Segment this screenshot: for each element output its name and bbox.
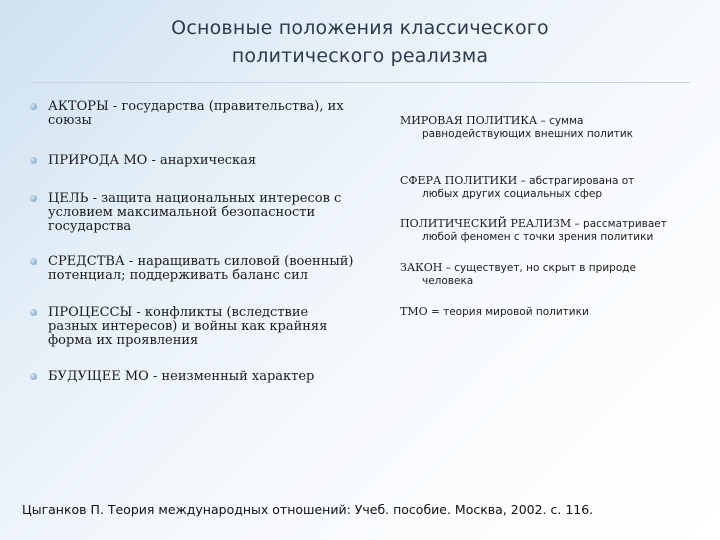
item-term: ПРИРОДА МО <box>48 153 148 168</box>
source-citation: Цыганков П. Теория международных отношений: Учеб. пособие. Москва, 2002. с. 116. <box>22 502 594 517</box>
list-item-means <box>28 255 368 283</box>
bullet-icon <box>30 103 37 110</box>
list-item-nature <box>28 154 368 168</box>
item-text-cont: потенциал; поддерживать баланс сил <box>48 268 309 283</box>
definition-text: = теория мировой политики <box>427 306 589 318</box>
item-term: АКТОРЫ <box>48 99 109 114</box>
item-text-cont: форма их проявления <box>48 333 199 348</box>
definition-policy-sphere <box>400 174 700 201</box>
bullet-icon <box>30 157 37 164</box>
definition-world-politics <box>400 114 700 141</box>
definition-term: СФЕРА ПОЛИТИКИ <box>400 174 518 187</box>
item-term: СРЕДСТВА <box>48 254 125 269</box>
definition-text: – рассматривает <box>571 218 667 230</box>
definition-law <box>400 261 700 288</box>
item-term: ЦЕЛЬ <box>48 191 89 206</box>
item-term: ПРОЦЕССЫ <box>48 305 133 320</box>
definition-term: ТМО <box>400 305 428 318</box>
definition-term: ПОЛИТИЧЕСКИЙ РЕАЛИЗМ <box>400 217 572 230</box>
list-item-processes <box>28 306 368 348</box>
bullet-icon <box>30 195 37 202</box>
definition-text-cont: человека <box>422 275 474 287</box>
definition-text: – существует, но скрыт в природе <box>442 262 636 274</box>
definition-text-cont: любых других социальных сфер <box>422 188 602 200</box>
definition-term: МИРОВАЯ ПОЛИТИКА <box>400 114 538 127</box>
item-term: БУДУЩЕЕ МО <box>48 369 149 384</box>
definition-text-cont: равнодействующих внешних политик <box>422 128 633 140</box>
definition-term: ЗАКОН <box>400 261 443 274</box>
item-text: - неизменный характер <box>148 369 315 384</box>
definition-political-realism <box>400 217 700 244</box>
bullet-icon <box>30 373 37 380</box>
list-item-goal <box>28 192 368 234</box>
item-text-cont: разных интересов) и войны как крайняя <box>48 319 328 334</box>
item-text-cont: союзы <box>48 113 92 128</box>
item-text: - анархическая <box>147 153 257 168</box>
item-text: - государства (правительства), их <box>108 99 344 114</box>
slide-title-line-1: Основные положения классического <box>171 17 549 39</box>
definition-imt <box>400 305 700 319</box>
item-text-cont: условием максимальной безопасности <box>48 205 316 220</box>
list-item-future <box>28 370 368 384</box>
definition-text-cont: любой феномен с точки зрения политики <box>422 231 654 243</box>
title-divider <box>30 82 690 83</box>
slide-title-line-2: политического реализма <box>231 45 489 67</box>
item-text: - конфликты (вследствие <box>132 305 309 320</box>
item-text: - защита национальных интересов с <box>88 191 342 206</box>
slide-title <box>0 14 720 70</box>
definition-text: – сумма <box>537 115 584 127</box>
definition-text: – абстрагирована от <box>517 175 635 187</box>
bullet-icon <box>30 309 37 316</box>
list-item-actors <box>28 100 368 128</box>
item-text: - наращивать силовой (военный) <box>124 254 354 269</box>
item-text-cont: государства <box>48 219 132 234</box>
bullet-icon <box>30 258 37 265</box>
